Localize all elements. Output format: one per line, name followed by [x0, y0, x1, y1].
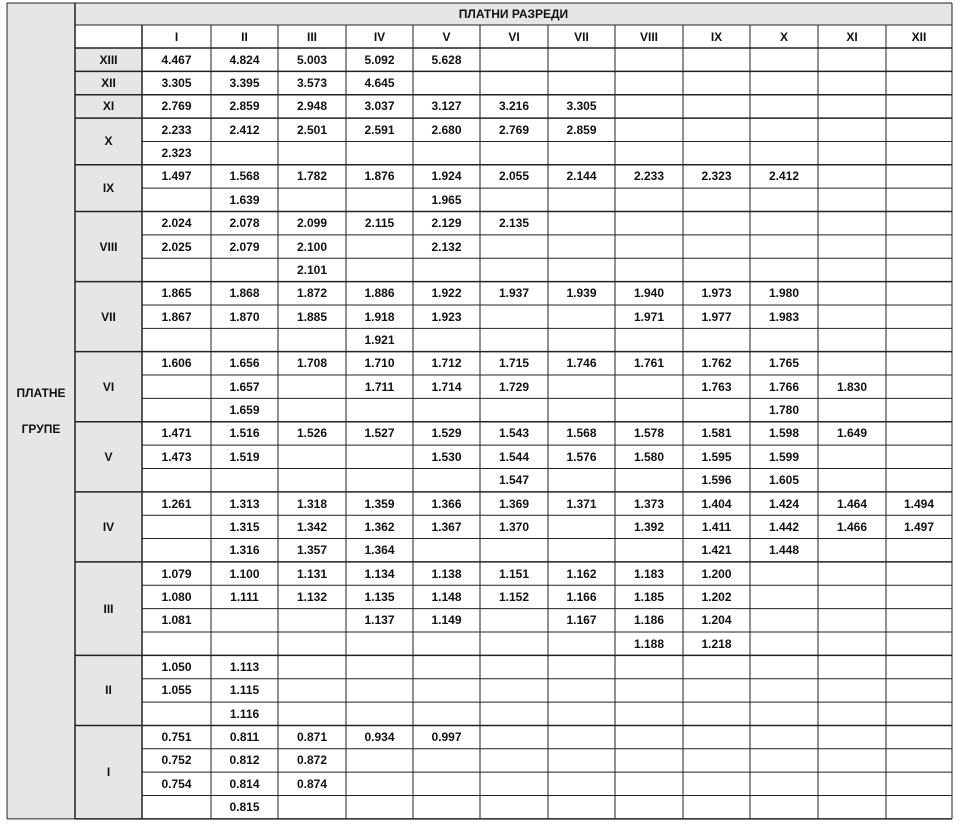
table-cell: 1.729	[498, 379, 530, 394]
table-cell: 1.526	[296, 426, 328, 441]
group-label: III	[103, 601, 114, 616]
table-cell: 1.576	[566, 449, 597, 464]
table-cell: 2.233	[633, 169, 665, 184]
table-cell: 1.830	[836, 379, 868, 394]
table-cell: 2.948	[296, 99, 328, 114]
table-cell: 2.323	[161, 146, 192, 161]
table-cell: 1.148	[431, 589, 462, 604]
table-cell: 1.714	[431, 379, 462, 394]
table-cell: 0.812	[229, 753, 260, 768]
table-cell: 0.997	[431, 730, 462, 745]
table-cell: 1.411	[701, 519, 732, 534]
table-cell: 1.442	[768, 519, 800, 534]
table-cell: 1.519	[229, 449, 260, 464]
table-cell: 1.973	[701, 286, 732, 301]
table-cell: 1.766	[768, 379, 800, 394]
table-cell: 1.202	[701, 589, 732, 604]
table-cell: 1.980	[768, 286, 800, 301]
table-cell: 1.746	[566, 356, 597, 371]
table-cell: 0.811	[229, 730, 260, 745]
table-cell: 2.144	[566, 169, 597, 184]
table-cell: 1.712	[431, 356, 462, 371]
table-cell: 2.591	[364, 122, 395, 137]
table-cell: 1.471	[161, 426, 192, 441]
table-cell: 1.081	[161, 613, 192, 628]
table-cell: 1.162	[566, 566, 597, 581]
table-cell: 0.934	[364, 730, 395, 745]
table-cell: 0.871	[296, 730, 328, 745]
table-cell: 1.715	[498, 356, 530, 371]
group-label: II	[105, 683, 112, 698]
table-cell: 1.261	[161, 496, 192, 511]
table-cell: 1.876	[364, 169, 395, 184]
table-cell: 1.865	[161, 286, 192, 301]
table-cell: 2.680	[431, 122, 462, 137]
table-cell: 1.918	[364, 309, 395, 324]
table-cell: 1.529	[431, 426, 462, 441]
table-cell: 3.573	[296, 76, 328, 91]
table-cell: 0.814	[229, 776, 260, 791]
table-cell: 1.923	[431, 309, 462, 324]
column-header: XI	[846, 29, 858, 44]
table-cell: 2.135	[498, 216, 530, 231]
table-cell: 2.055	[498, 169, 530, 184]
side-label-line2: ГРУПЕ	[21, 421, 61, 436]
table-cell: 2.115	[364, 216, 395, 231]
table-cell: 1.132	[296, 589, 328, 604]
table-cell: 5.092	[364, 52, 395, 67]
table-cell: 2.233	[161, 122, 192, 137]
table-cell: 3.395	[229, 76, 260, 91]
table-cell: 1.367	[431, 519, 462, 534]
table-cell: 1.497	[161, 169, 192, 184]
table-cell: 0.872	[296, 753, 328, 768]
table-cell: 1.424	[768, 496, 800, 511]
table-cell: 1.166	[566, 589, 597, 604]
table-cell: 1.977	[701, 309, 732, 324]
table-cell: 1.940	[633, 286, 665, 301]
table-cell: 1.466	[836, 519, 868, 534]
table-cell: 1.111	[230, 589, 259, 604]
table-cell: 1.568	[566, 426, 597, 441]
table-cell: 1.313	[229, 496, 260, 511]
group-label: V	[104, 449, 113, 464]
table-cell: 1.983	[768, 309, 800, 324]
table-cell: 1.185	[633, 589, 665, 604]
table-cell: 1.448	[768, 543, 800, 558]
table-header-title: ПЛАТНИ РАЗРЕДИ	[458, 7, 569, 21]
table-cell: 1.711	[364, 379, 395, 394]
table-cell: 1.371	[566, 496, 597, 511]
table-cell: 0.751	[161, 730, 192, 745]
side-label	[7, 3, 75, 819]
table-cell: 4.467	[161, 52, 192, 67]
table-cell: 2.132	[431, 239, 462, 254]
table-cell: 3.216	[498, 99, 530, 114]
table-cell: 1.578	[633, 426, 665, 441]
table-cell: 2.079	[229, 239, 260, 254]
side-label-line1: ПЛАТНЕ	[16, 385, 66, 400]
table-cell: 1.886	[364, 286, 395, 301]
group-label: XI	[102, 99, 115, 114]
table-cell: 1.965	[431, 192, 462, 207]
table-cell: 1.710	[364, 356, 395, 371]
table-cell: 1.366	[431, 496, 462, 511]
table-cell: 1.867	[161, 309, 192, 324]
table-cell: 1.373	[633, 496, 665, 511]
column-header: VI	[508, 29, 520, 44]
column-header: I	[174, 29, 179, 44]
group-label: X	[104, 134, 113, 149]
table-cell: 1.649	[836, 426, 868, 441]
table-cell: 2.412	[229, 122, 260, 137]
column-header: VIII	[639, 29, 658, 44]
table-cell: 2.025	[161, 239, 192, 254]
group-label: VII	[101, 309, 116, 324]
group-label: IX	[102, 181, 115, 196]
table-cell: 3.127	[431, 99, 462, 114]
table-cell: 1.151	[498, 566, 530, 581]
table-cell: 2.101	[296, 262, 328, 277]
column-header: XII	[911, 29, 927, 44]
table-cell: 1.761	[633, 356, 665, 371]
table-cell: 1.318	[296, 496, 328, 511]
table-cell: 1.079	[161, 566, 192, 581]
table-cell: 1.100	[229, 566, 260, 581]
table-cell: 1.316	[229, 543, 260, 558]
table-cell: 2.769	[161, 99, 192, 114]
table-cell: 1.595	[701, 449, 732, 464]
table-cell: 1.494	[903, 496, 935, 511]
column-header: IX	[710, 29, 723, 44]
table-cell: 1.924	[431, 169, 462, 184]
table-cell: 1.547	[498, 473, 530, 488]
table-cell: 1.055	[161, 683, 192, 698]
table-cell: 1.971	[633, 309, 665, 324]
table-cell: 1.606	[161, 356, 192, 371]
table-cell: 2.129	[431, 216, 462, 231]
table-cell: 0.754	[161, 776, 192, 791]
table-cell: 2.078	[229, 216, 260, 231]
table-cell: 1.357	[296, 543, 328, 558]
table-cell: 1.359	[364, 496, 395, 511]
table-cell: 1.497	[903, 519, 935, 534]
table-cell: 2.501	[296, 122, 328, 137]
table-cell: 1.708	[296, 356, 328, 371]
table-cell: 3.305	[161, 76, 192, 91]
table-cell: 1.544	[498, 449, 530, 464]
table-cell: 1.605	[768, 473, 800, 488]
table-cell: 4.645	[364, 76, 395, 91]
table-cell: 1.870	[229, 309, 260, 324]
table-cell: 1.404	[701, 496, 732, 511]
table-cell: 1.315	[229, 519, 260, 534]
table-cell: 0.815	[229, 800, 260, 815]
group-label: VI	[102, 379, 115, 394]
table-cell: 1.134	[364, 566, 395, 581]
table-cell: 5.003	[296, 52, 328, 67]
table-cell: 1.568	[229, 169, 260, 184]
table-cell: 1.421	[701, 543, 732, 558]
table-cell: 1.939	[566, 286, 597, 301]
group-label: I	[106, 765, 111, 780]
table-cell: 1.200	[701, 566, 732, 581]
table-cell: 1.186	[633, 613, 665, 628]
table-cell: 1.149	[431, 613, 462, 628]
table-cell: 1.392	[633, 519, 665, 534]
table-cell: 1.868	[229, 286, 260, 301]
table-cell: 1.922	[431, 286, 462, 301]
table-cell: 1.763	[701, 379, 732, 394]
table-cell: 1.370	[498, 519, 530, 534]
table-cell: 1.218	[701, 636, 732, 651]
table-cell: 1.188	[633, 636, 665, 651]
table-cell: 1.204	[701, 613, 732, 628]
table-cell: 1.598	[768, 426, 800, 441]
group-label: XII	[101, 76, 116, 91]
table-cell: 1.765	[768, 356, 800, 371]
table-cell: 1.581	[701, 426, 732, 441]
table-cell: 1.762	[701, 356, 732, 371]
table-cell: 3.305	[566, 99, 597, 114]
table-cell: 1.596	[701, 473, 732, 488]
group-label: VIII	[99, 239, 118, 254]
column-header: VII	[574, 29, 589, 44]
table-cell: 1.115	[229, 683, 260, 698]
table-cell: 1.464	[836, 496, 868, 511]
table-cell: 1.782	[296, 169, 328, 184]
table-cell: 1.659	[229, 403, 260, 418]
table-cell: 1.364	[364, 543, 395, 558]
table-cell: 1.639	[229, 192, 260, 207]
table-cell: 2.024	[161, 216, 192, 231]
table-cell: 1.116	[229, 706, 260, 721]
group-label: IV	[102, 519, 115, 534]
table-cell: 1.362	[364, 519, 395, 534]
table-cell: 1.872	[296, 286, 328, 301]
table-cell: 1.527	[364, 426, 395, 441]
table-cell: 2.769	[498, 122, 530, 137]
table-cell: 2.100	[296, 239, 328, 254]
table-cell: 1.921	[364, 332, 395, 347]
table-cell: 1.530	[431, 449, 462, 464]
table-cell: 1.113	[229, 660, 260, 675]
table-cell: 1.657	[229, 379, 260, 394]
table-cell: 1.080	[161, 589, 192, 604]
table-cell: 1.137	[364, 613, 395, 628]
table-cell: 1.131	[296, 566, 328, 581]
table-cell: 1.543	[498, 426, 530, 441]
table-cell: 2.099	[296, 216, 328, 231]
table-cell: 5.628	[431, 52, 462, 67]
table-cell: 2.412	[768, 169, 800, 184]
table-cell: 1.152	[498, 589, 530, 604]
table-cell: 1.138	[431, 566, 462, 581]
table-cell: 1.342	[296, 519, 328, 534]
table-cell: 1.135	[364, 589, 395, 604]
table-cell: 2.323	[701, 169, 732, 184]
table-cell: 1.516	[229, 426, 260, 441]
table-cell: 4.824	[229, 52, 260, 67]
table-cell: 1.050	[161, 660, 192, 675]
column-header: II	[241, 29, 248, 44]
group-label: XIII	[99, 52, 118, 67]
table-cell: 1.780	[768, 403, 800, 418]
table-cell: 1.599	[768, 449, 800, 464]
table-cell: 3.037	[364, 99, 395, 114]
table-cell: 1.473	[161, 449, 192, 464]
table-cell: 1.183	[633, 566, 665, 581]
table-cell: 0.752	[161, 753, 192, 768]
table-cell: 1.167	[566, 613, 597, 628]
table-cell: 1.885	[296, 309, 328, 324]
table-cell: 1.937	[498, 286, 530, 301]
table-cell: 1.580	[633, 449, 665, 464]
column-header: X	[779, 29, 788, 44]
column-header: V	[442, 29, 451, 44]
table-cell: 2.859	[229, 99, 260, 114]
table-cell: 1.656	[229, 356, 260, 371]
column-header: IV	[373, 29, 386, 44]
table-cell: 1.369	[498, 496, 530, 511]
table-cell: 0.874	[296, 776, 328, 791]
column-header: III	[306, 29, 317, 44]
table-cell: 2.859	[566, 122, 597, 137]
